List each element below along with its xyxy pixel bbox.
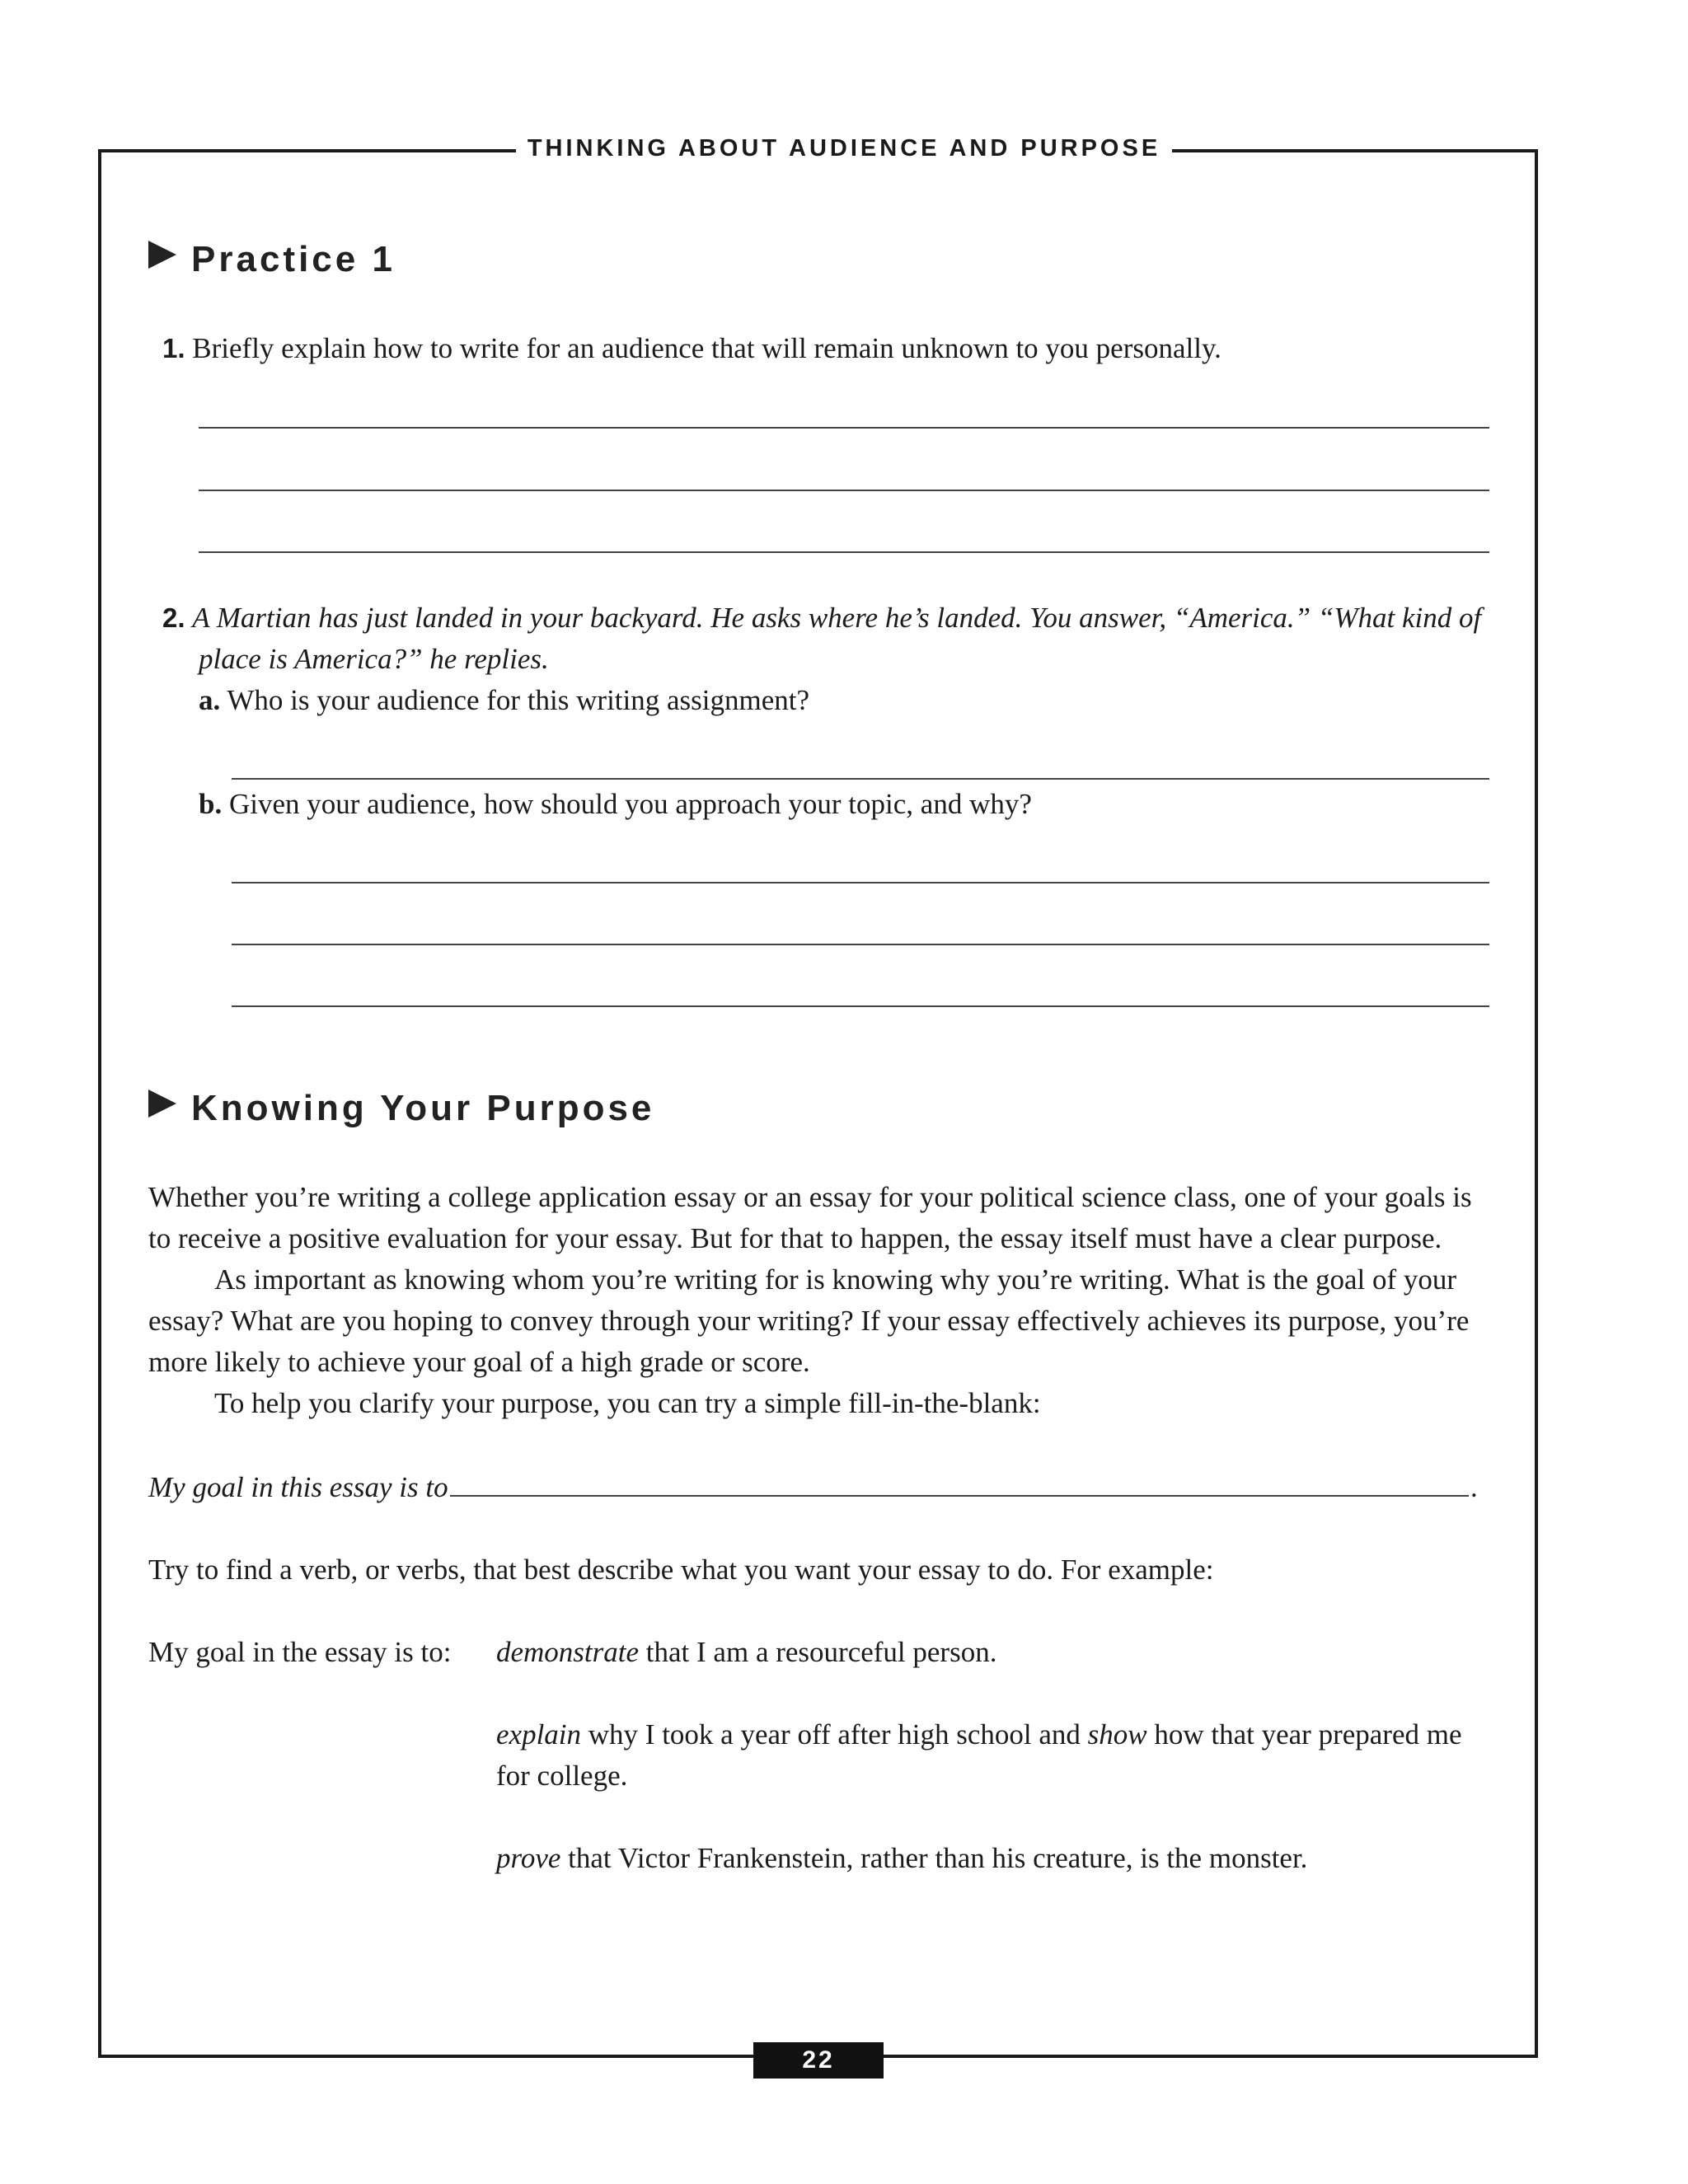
- fill-period: .: [1470, 1471, 1478, 1503]
- paragraph-line: As important as knowing whom you’re writing for is knowing why you’re writing. What is the goal of your: [214, 1263, 1457, 1296]
- example-3: prove that Victor Frankenstein, rather than his creature, is the monster.: [496, 1842, 1308, 1874]
- example-2: explain why I took a year off after high school and show how that year prepared me: [496, 1718, 1462, 1750]
- examples-label: My goal in the essay is to:: [148, 1636, 452, 1668]
- answer-line[interactable]: [199, 490, 1489, 491]
- verb-intro: Try to find a verb, or verbs, that best describe what you want your essay to do. For example:: [148, 1554, 1214, 1586]
- question-2b: b. Given your audience, how should you approach your topic, and why?: [199, 788, 1032, 820]
- question-2: 2. A Martian has just landed in your backyard. He asks where he’s landed. You answer, “America.” “What kind of: [162, 602, 1482, 634]
- answer-line[interactable]: [232, 1005, 1489, 1007]
- answer-line[interactable]: [232, 882, 1489, 883]
- answer-line[interactable]: [199, 427, 1489, 429]
- paragraph-line: more likely to achieve your goal of a high grade or score.: [148, 1346, 810, 1378]
- purpose-title: Knowing Your Purpose: [148, 1088, 654, 1129]
- paragraph-line: To help you clarify your purpose, you can try a simple fill-in-the-blank:: [214, 1387, 1041, 1419]
- example-1: demonstrate that I am a resourceful person.: [496, 1636, 997, 1668]
- paragraph-line: Whether you’re writing a college application essay or an essay for your political science class, one of your goals is: [148, 1181, 1472, 1213]
- practice-title: Practice 1: [148, 239, 396, 280]
- answer-line[interactable]: [199, 551, 1489, 553]
- answer-line[interactable]: [232, 944, 1489, 945]
- answer-line[interactable]: [232, 778, 1489, 780]
- question-2-line2: place is America?” he replies.: [199, 643, 549, 675]
- question-1: 1. Briefly explain how to write for an audience that will remain unknown to you personally.: [162, 332, 1221, 364]
- question-2a: a. Who is your audience for this writing assignment?: [199, 684, 810, 716]
- triangle-bullet-icon: [148, 1090, 176, 1118]
- page-number: 22: [753, 2042, 884, 2079]
- paragraph-line: to receive a positive evaluation for your essay. But for that to happen, the essay itself must have a clear purpose.: [148, 1222, 1442, 1254]
- example-2-line2: for college.: [496, 1760, 628, 1792]
- fill-in-blank-line[interactable]: [450, 1495, 1469, 1497]
- paragraph-line: essay? What are you hoping to convey through your writing? If your essay effectively achieves its purpose, you’re: [148, 1305, 1470, 1337]
- fill-prompt: My goal in this essay is to: [148, 1471, 448, 1503]
- running-header: THINKING ABOUT AUDIENCE AND PURPOSE: [0, 135, 1688, 162]
- triangle-bullet-icon: [148, 241, 176, 269]
